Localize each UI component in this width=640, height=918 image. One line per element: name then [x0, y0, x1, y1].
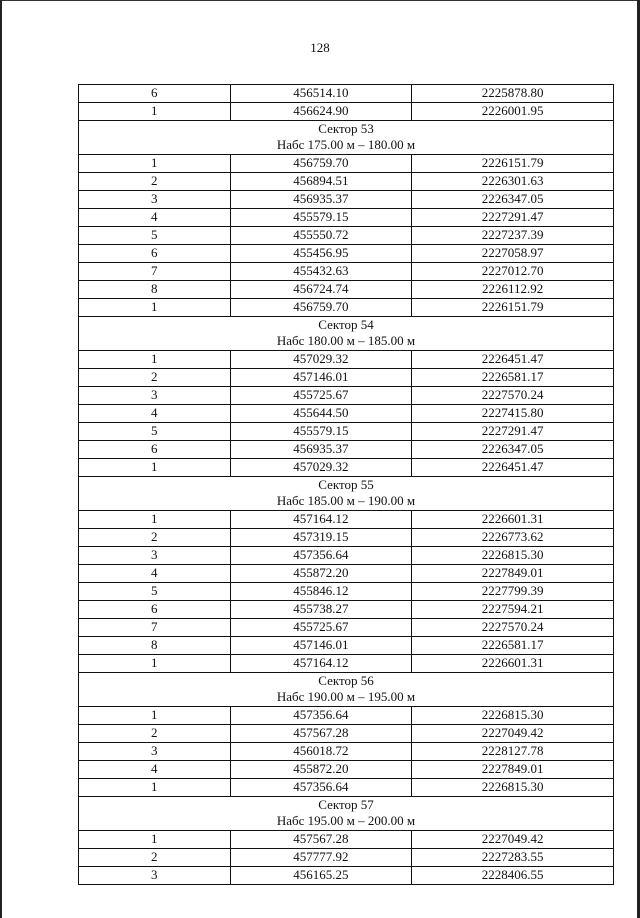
- y-coordinate-cell: 2226301.63: [412, 173, 614, 191]
- point-number-cell: 1: [79, 511, 231, 529]
- y-coordinate-cell: 2226347.05: [412, 191, 614, 209]
- x-coordinate-cell: 455432.63: [230, 263, 412, 281]
- x-coordinate-cell: 457029.32: [230, 459, 412, 477]
- x-coordinate-cell: 457146.01: [230, 637, 412, 655]
- table-row: [79, 103, 614, 121]
- sector-header-cell: [79, 317, 614, 351]
- point-number-cell: 3: [79, 867, 231, 885]
- point-number-cell: 2: [79, 529, 231, 547]
- x-coordinate-cell: 455579.15: [230, 209, 412, 227]
- x-coordinate-cell: 455725.67: [230, 387, 412, 405]
- table-row: [79, 601, 614, 619]
- y-coordinate-cell: 2226151.79: [412, 155, 614, 173]
- y-coordinate-cell: 2225878.80: [412, 85, 614, 103]
- point-number-cell: 5: [79, 583, 231, 601]
- x-coordinate-cell: 457029.32: [230, 351, 412, 369]
- table-row: [79, 245, 614, 263]
- table-row: [79, 565, 614, 583]
- y-coordinate-cell: 2226815.30: [412, 779, 614, 797]
- sector-header-cell: [79, 121, 614, 155]
- point-number-cell: 4: [79, 209, 231, 227]
- x-coordinate-cell: 455872.20: [230, 761, 412, 779]
- point-number-cell: 4: [79, 565, 231, 583]
- point-number-cell: 6: [79, 441, 231, 459]
- table-row: [79, 369, 614, 387]
- y-coordinate-cell: 2227570.24: [412, 619, 614, 637]
- table-row: [79, 299, 614, 317]
- table-row: [79, 155, 614, 173]
- sector-header-row: [79, 797, 614, 831]
- point-number-cell: 1: [79, 459, 231, 477]
- sector-title: Сектор 55: [318, 477, 374, 492]
- x-coordinate-cell: 456894.51: [230, 173, 412, 191]
- x-coordinate-cell: 456759.70: [230, 299, 412, 317]
- sector-header-cell: [79, 797, 614, 831]
- sector-header-row: [79, 121, 614, 155]
- table-row: [79, 725, 614, 743]
- x-coordinate-cell: 456935.37: [230, 441, 412, 459]
- sector-header-row: [79, 317, 614, 351]
- y-coordinate-cell: 2227415.80: [412, 405, 614, 423]
- x-coordinate-cell: 455738.27: [230, 601, 412, 619]
- point-number-cell: 4: [79, 761, 231, 779]
- table-row: [79, 619, 614, 637]
- x-coordinate-cell: 456624.90: [230, 103, 412, 121]
- table-row: [79, 867, 614, 885]
- x-coordinate-cell: 456514.10: [230, 85, 412, 103]
- point-number-cell: 6: [79, 85, 231, 103]
- y-coordinate-cell: 2227283.55: [412, 849, 614, 867]
- x-coordinate-cell: 455579.15: [230, 423, 412, 441]
- x-coordinate-cell: 457356.64: [230, 707, 412, 725]
- sector-title: Сектор 56: [318, 673, 374, 688]
- sector-header-row: [79, 477, 614, 511]
- x-coordinate-cell: 457356.64: [230, 779, 412, 797]
- x-coordinate-cell: 456018.72: [230, 743, 412, 761]
- x-coordinate-cell: 455872.20: [230, 565, 412, 583]
- y-coordinate-cell: 2226001.95: [412, 103, 614, 121]
- table-row: [79, 281, 614, 299]
- table-row: [79, 351, 614, 369]
- x-coordinate-cell: 456935.37: [230, 191, 412, 209]
- point-number-cell: 4: [79, 405, 231, 423]
- sector-height-range: Набс 190.00 м – 195.00 м: [276, 689, 416, 704]
- y-coordinate-cell: 2227012.70: [412, 263, 614, 281]
- table-row: [79, 227, 614, 245]
- point-number-cell: 1: [79, 831, 231, 849]
- sector-title: Сектор 53: [318, 121, 374, 136]
- x-coordinate-cell: 455846.12: [230, 583, 412, 601]
- table-row: [79, 637, 614, 655]
- y-coordinate-cell: 2227799.39: [412, 583, 614, 601]
- y-coordinate-cell: 2227849.01: [412, 565, 614, 583]
- sector-height-range: Набс 195.00 м – 200.00 м: [276, 813, 416, 828]
- coordinates-table-body: [79, 85, 614, 885]
- table-row: [79, 263, 614, 281]
- point-number-cell: 8: [79, 281, 231, 299]
- y-coordinate-cell: 2226451.47: [412, 351, 614, 369]
- y-coordinate-cell: 2227849.01: [412, 761, 614, 779]
- x-coordinate-cell: 457567.28: [230, 831, 412, 849]
- table-row: [79, 459, 614, 477]
- point-number-cell: 1: [79, 707, 231, 725]
- page-number: 128: [310, 40, 330, 55]
- table-row: [79, 849, 614, 867]
- x-coordinate-cell: 457777.92: [230, 849, 412, 867]
- y-coordinate-cell: 2226581.17: [412, 369, 614, 387]
- y-coordinate-cell: 2226581.17: [412, 637, 614, 655]
- y-coordinate-cell: 2227049.42: [412, 831, 614, 849]
- y-coordinate-cell: 2227570.24: [412, 387, 614, 405]
- x-coordinate-cell: 457164.12: [230, 511, 412, 529]
- x-coordinate-cell: 457146.01: [230, 369, 412, 387]
- y-coordinate-cell: 2228127.78: [412, 743, 614, 761]
- sector-height-range: Набс 175.00 м – 180.00 м: [276, 137, 416, 152]
- table-row: [79, 209, 614, 227]
- x-coordinate-cell: 456759.70: [230, 155, 412, 173]
- scan-border-left: [0, 0, 2, 918]
- point-number-cell: 1: [79, 155, 231, 173]
- y-coordinate-cell: 2227237.39: [412, 227, 614, 245]
- table-row: [79, 583, 614, 601]
- point-number-cell: 1: [79, 779, 231, 797]
- point-number-cell: 2: [79, 369, 231, 387]
- point-number-cell: 1: [79, 655, 231, 673]
- sector-title: Сектор 54: [318, 317, 374, 332]
- y-coordinate-cell: 2226601.31: [412, 655, 614, 673]
- point-number-cell: 8: [79, 637, 231, 655]
- sector-height-range: Набс 185.00 м – 190.00 м: [276, 493, 416, 508]
- sector-header-row: [79, 673, 614, 707]
- point-number-cell: 2: [79, 725, 231, 743]
- y-coordinate-cell: 2226773.62: [412, 529, 614, 547]
- x-coordinate-cell: 457319.15: [230, 529, 412, 547]
- table-row: [79, 387, 614, 405]
- point-number-cell: 3: [79, 387, 231, 405]
- point-number-cell: 3: [79, 547, 231, 565]
- x-coordinate-cell: 455725.67: [230, 619, 412, 637]
- point-number-cell: 5: [79, 423, 231, 441]
- point-number-cell: 2: [79, 849, 231, 867]
- point-number-cell: 1: [79, 351, 231, 369]
- table-row: [79, 547, 614, 565]
- y-coordinate-cell: 2227291.47: [412, 423, 614, 441]
- y-coordinate-cell: 2226815.30: [412, 547, 614, 565]
- point-number-cell: 2: [79, 173, 231, 191]
- point-number-cell: 1: [79, 299, 231, 317]
- y-coordinate-cell: 2228406.55: [412, 867, 614, 885]
- table-row: [79, 423, 614, 441]
- x-coordinate-cell: 456165.25: [230, 867, 412, 885]
- sector-title: Сектор 57: [318, 797, 374, 812]
- point-number-cell: 6: [79, 245, 231, 263]
- y-coordinate-cell: 2227594.21: [412, 601, 614, 619]
- table-row: [79, 441, 614, 459]
- table-row: [79, 191, 614, 209]
- y-coordinate-cell: 2226151.79: [412, 299, 614, 317]
- table-row: [79, 831, 614, 849]
- table-row: [79, 743, 614, 761]
- sector-height-range: Набс 180.00 м – 185.00 м: [276, 333, 416, 348]
- y-coordinate-cell: 2226815.30: [412, 707, 614, 725]
- x-coordinate-cell: 455550.72: [230, 227, 412, 245]
- x-coordinate-cell: 457356.64: [230, 547, 412, 565]
- table-row: [79, 761, 614, 779]
- table-row: [79, 511, 614, 529]
- point-number-cell: 7: [79, 263, 231, 281]
- table-row: [79, 405, 614, 423]
- y-coordinate-cell: 2227049.42: [412, 725, 614, 743]
- y-coordinate-cell: 2226112.92: [412, 281, 614, 299]
- table-row: [79, 655, 614, 673]
- y-coordinate-cell: 2226601.31: [412, 511, 614, 529]
- sector-header-cell: [79, 477, 614, 511]
- point-number-cell: 5: [79, 227, 231, 245]
- y-coordinate-cell: 2227291.47: [412, 209, 614, 227]
- y-coordinate-cell: 2226451.47: [412, 459, 614, 477]
- table-row: [79, 173, 614, 191]
- point-number-cell: 3: [79, 191, 231, 209]
- x-coordinate-cell: 455456.95: [230, 245, 412, 263]
- table-row: [79, 85, 614, 103]
- coordinates-table: [78, 84, 614, 885]
- point-number-cell: 7: [79, 619, 231, 637]
- y-coordinate-cell: 2227058.97: [412, 245, 614, 263]
- scan-border-top: [0, 0, 640, 1]
- x-coordinate-cell: 455644.50: [230, 405, 412, 423]
- x-coordinate-cell: 457164.12: [230, 655, 412, 673]
- point-number-cell: 6: [79, 601, 231, 619]
- x-coordinate-cell: 457567.28: [230, 725, 412, 743]
- x-coordinate-cell: 456724.74: [230, 281, 412, 299]
- table-row: [79, 529, 614, 547]
- y-coordinate-cell: 2226347.05: [412, 441, 614, 459]
- table-row: [79, 779, 614, 797]
- table-row: [79, 707, 614, 725]
- point-number-cell: 3: [79, 743, 231, 761]
- sector-header-cell: [79, 673, 614, 707]
- point-number-cell: 1: [79, 103, 231, 121]
